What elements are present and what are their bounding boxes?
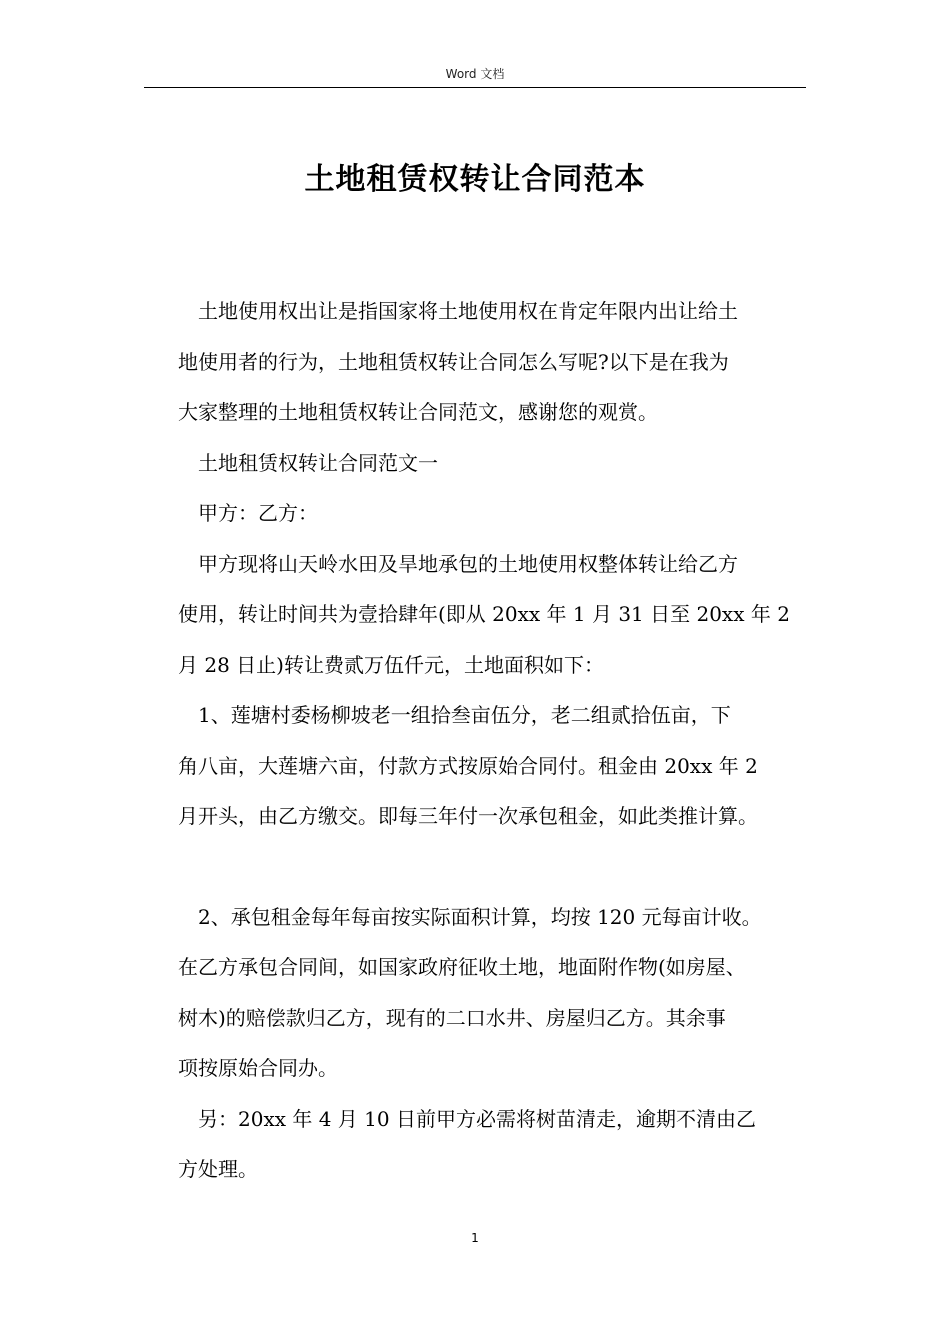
text-line: 大家整理的土地租赁权转让合同范文，感谢您的观赏。	[178, 400, 658, 424]
text-line: 在乙方承包合同间，如国家政府征收土地，地面附作物(如房屋、	[178, 955, 746, 979]
document-title: 土地租赁权转让合同范本	[304, 162, 646, 197]
paragraph-intro	[178, 286, 808, 438]
page-header: Word 文档	[445, 67, 505, 81]
document-body	[178, 286, 808, 1195]
paragraph-additional	[178, 1094, 808, 1195]
text-line: 使用，转让时间共为壹拾肆年(即从 20xx 年 1 月 31 日至 20xx 年 2	[178, 602, 790, 626]
text-line: 甲方现将山天岭水田及旱地承包的土地使用权整体转让给乙方	[198, 551, 738, 576]
text-line: 地使用者的行为，土地租赁权转让合同怎么写呢?以下是在我为	[178, 349, 729, 374]
text-line: 月开头，由乙方缴交。即每三年付一次承包租金，如此类推计算。	[178, 804, 758, 828]
paragraph-clause-2	[178, 892, 808, 1094]
paragraph-transfer-terms	[178, 539, 808, 691]
paragraph-parties	[178, 488, 808, 539]
text-line: 方处理。	[178, 1157, 258, 1181]
text-line: 月 28 日止)转让费贰万伍仟元，土地面积如下：	[178, 652, 604, 677]
paragraph-section-heading	[178, 438, 808, 489]
text-line: 2、承包租金每年每亩按实际面积计算，均按 120 元每亩计收。	[198, 904, 762, 929]
text-line: 甲方：乙方：	[198, 501, 318, 525]
paragraph-spacer	[178, 842, 808, 892]
text-line: 项按原始合同办。	[178, 1056, 338, 1080]
text-line: 土地租赁权转让合同范文一	[198, 450, 438, 475]
paragraph-clause-1	[178, 690, 808, 842]
header-divider	[144, 87, 806, 88]
page-number: 1	[471, 1231, 479, 1245]
text-line: 树木)的赔偿款归乙方，现有的二口水井、房屋归乙方。其余事	[178, 1005, 726, 1030]
text-line: 角八亩，大莲塘六亩，付款方式按原始合同付。租金由 20xx 年 2	[178, 753, 758, 778]
text-line: 另：20xx 年 4 月 10 日前甲方必需将树苗清走，逾期不清由乙	[198, 1106, 756, 1131]
text-line: 土地使用权出让是指国家将土地使用权在肯定年限内出让给土	[198, 299, 738, 323]
text-line: 1、莲塘村委杨柳坡老一组拾叁亩伍分，老二组贰拾伍亩，下	[198, 703, 731, 727]
